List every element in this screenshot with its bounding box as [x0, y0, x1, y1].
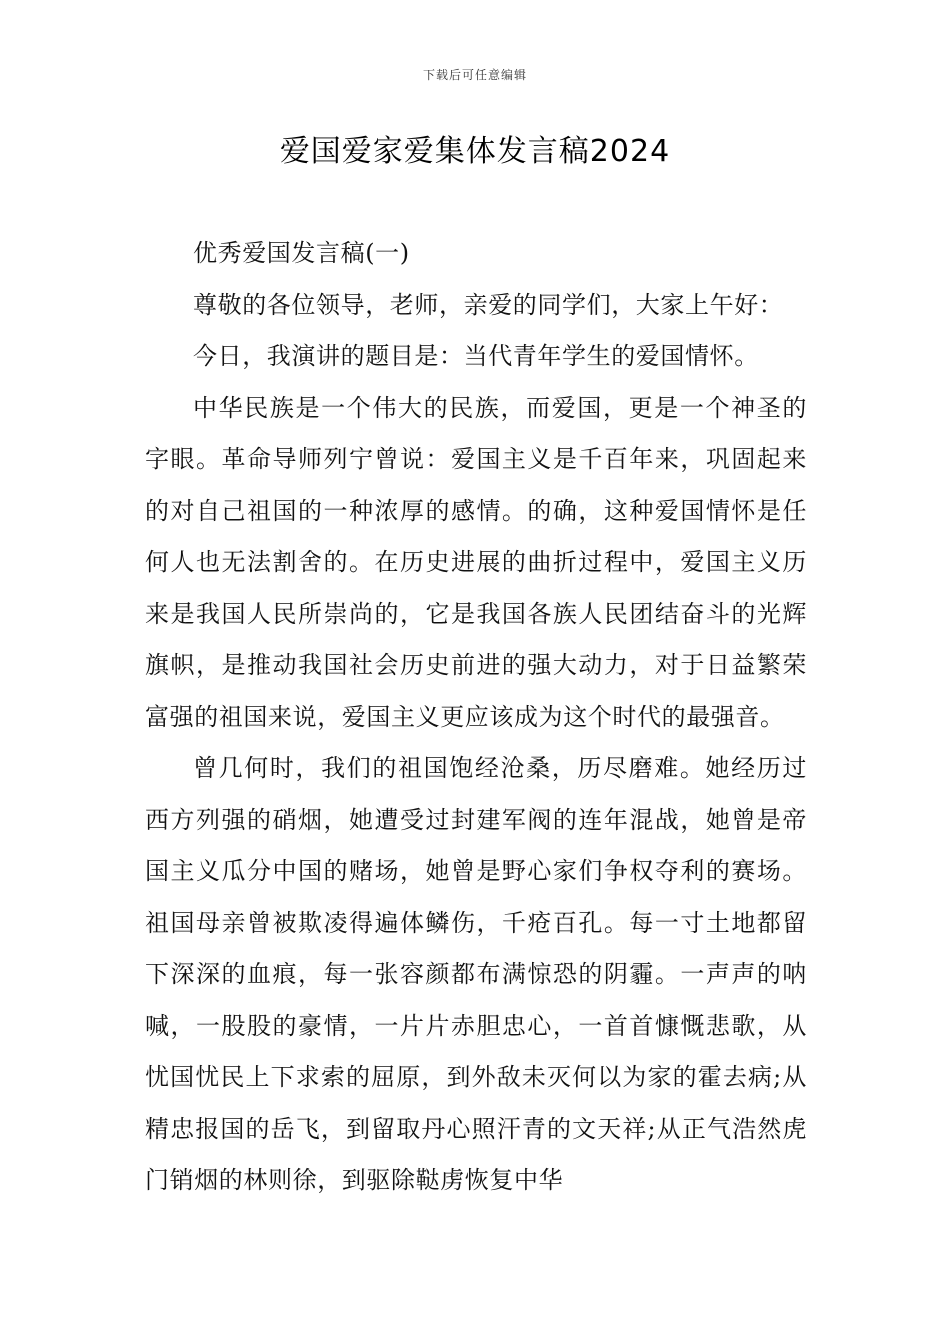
header-note: 下载后可任意编辑 [422, 68, 527, 82]
paragraph-body: 中华民族是一个伟大的民族，而爱国，更是一个神圣的字眼。革命导师列宁曾说：爱国主义是千百年来，巩固起来的对自己祖国的一种浓厚的感情。的确，这种爱国情怀是任何人也无法割舍的。在历史进展的曲折过程中，爱国主义历来是我国人民所崇尚的，它是我国各族人民团结奋斗的光辉旗帜，是推动我国社会历史前进的强大动力，对于日益繁荣富强的祖国来说，爱国主义更应该成为这个时代的最强音。 [145, 393, 807, 731]
document-body [145, 228, 807, 1207]
paragraph-topic: 今日，我演讲的题目是：当代青年学生的爱国情怀。 [193, 342, 759, 370]
document-title: 爱国爱家爱集体发言稿2024 [279, 134, 671, 169]
paragraph-body: 曾几何时，我们的祖国饱经沧桑，历尽磨难。她经历过西方列强的硝烟，她遭受过封建军阀的连年混战，她曾是帝国主义瓜分中国的赌场，她曾是野心家们争权夺利的赛场。祖国母亲曾被欺凌得遍体鳞伤，千疮百孔。每一寸土地都留下深深的血痕，每一张容颜都布满惊恐的阴霾。一声声的呐喊，一股股的豪情，一片片赤胆忠心，一首首慷慨悲歌，从忧国忧民上下求索的屈原，到外敌未灭何以为家的霍去病;从精忠报国的岳飞，到留取丹心照汗青的文天祥;从正气浩然虎门销烟的林则徐，到驱除鞑虏恢复中华 [145, 754, 807, 1194]
paragraph-greeting: 尊敬的各位领导，老师，亲爱的同学们，大家上午好： [193, 290, 784, 319]
paragraph-subtitle: 优秀爱国发言稿(一) [193, 239, 410, 267]
